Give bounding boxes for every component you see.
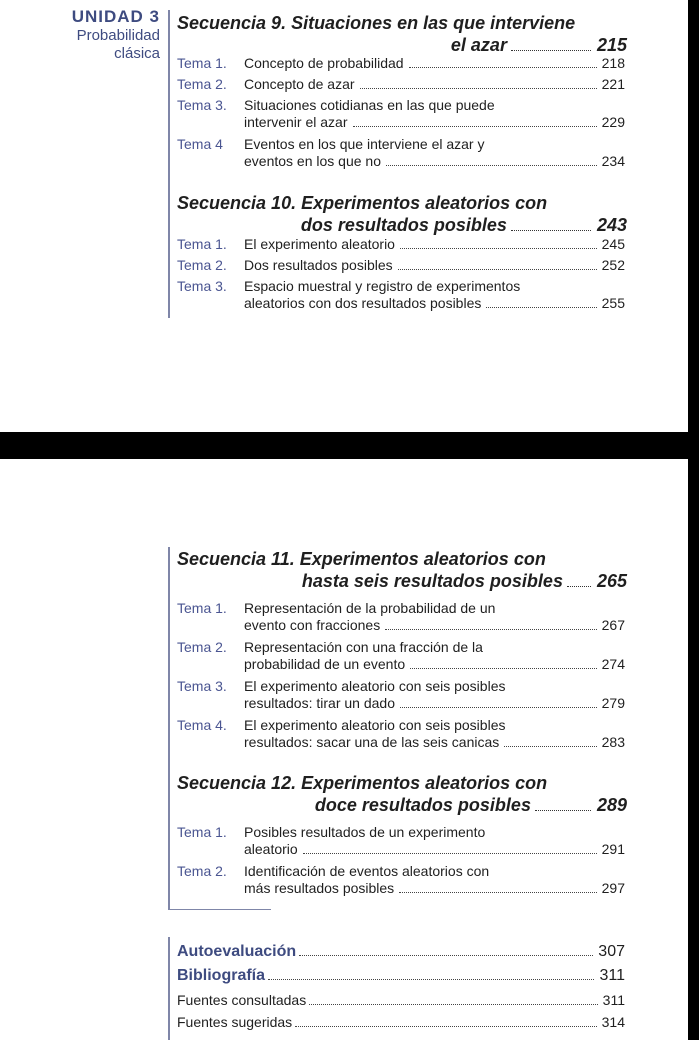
unit-header [0,7,160,63]
unit-subtitle-line1: Probabilidad [76,27,160,44]
tema-page: 267 [601,617,625,633]
leader-dots [398,269,597,270]
fuentes-consultadas-label: Fuentes consultadas [177,992,307,1008]
tema-page: 218 [601,55,625,71]
toc-page-top [0,0,688,432]
tema-title: Concepto de probabilidad [244,55,404,71]
sequence-11-page: 265 [596,571,627,591]
tema-entry[interactable] [177,824,625,858]
tema-number: Tema 1. [177,600,227,616]
tema-number: Tema 1. [177,824,227,840]
leader-dots [567,586,591,587]
tema-entry[interactable] [177,639,625,673]
sequence-9-title-cont: el azar [450,35,507,55]
bibliografia-label: Bibliografía [177,967,266,984]
leader-dots [409,67,597,68]
vertical-rule [168,937,170,1040]
tema-title: Representación de la probabilidad de un [244,600,496,616]
tema-title-cont: intervenir el azar [244,114,348,130]
sequence-10-title-cont: dos resultados posibles [300,215,507,235]
fuentes-consultadas-entry[interactable] [177,990,625,1010]
tema-entry[interactable] [177,257,625,274]
tema-title: El experimento aleatorio [244,236,395,252]
leader-dots [399,892,596,893]
tema-title-cont: aleatorios con dos resultados posibles [244,295,482,311]
tema-number: Tema 3. [177,678,227,694]
horizontal-rule [168,909,271,910]
tema-title-cont: más resultados posibles [244,880,395,896]
tema-entry[interactable] [177,236,625,253]
tema-number: Tema 4 [177,136,223,152]
leader-dots [309,1004,597,1005]
tema-page: 283 [601,734,625,750]
tema-entry[interactable] [177,76,625,93]
leader-dots [386,165,597,166]
fuentes-consultadas-page: 311 [602,992,625,1008]
fuentes-sugeridas-entry[interactable] [177,1012,625,1032]
vertical-rule [168,10,170,318]
tema-title: Posibles resultados de un experimento [244,824,486,840]
tema-title-cont: aleatorio [244,841,298,857]
bibliografia-entry[interactable] [177,966,625,986]
toc-page-bottom [0,459,688,1040]
tema-page: 221 [601,76,625,92]
leader-dots [299,955,593,956]
tema-page: 279 [601,695,625,711]
tema-number: Tema 2. [177,76,227,92]
tema-number: Tema 2. [177,863,227,879]
leader-dots [535,810,591,811]
autoevaluacion-entry[interactable] [177,942,625,962]
leader-dots [353,126,597,127]
leader-dots [486,307,596,308]
tema-entry[interactable] [177,55,625,72]
tema-number: Tema 3. [177,278,227,294]
leader-dots [360,88,597,89]
tema-number: Tema 3. [177,97,227,113]
sequence-12-title: Secuencia 12. Experimentos aleatorios con [177,773,548,793]
tema-title-cont: resultados: tirar un dado [244,695,395,711]
leader-dots [268,979,594,980]
tema-title: Espacio muestral y registro de experimentos [244,278,521,294]
tema-page: 297 [601,880,625,896]
tema-title-cont: resultados: sacar una de las seis canicas [244,734,500,750]
tema-title: El experimento aleatorio con seis posibles [244,678,506,694]
tema-number: Tema 1. [177,55,227,71]
tema-page: 255 [601,295,625,311]
leader-dots [400,248,597,249]
autoevaluacion-label: Autoevaluación [177,943,297,960]
tema-page: 252 [601,257,625,273]
leader-dots [295,1026,596,1027]
sequence-11-title: Secuencia 11. Experimentos aleatorios con [177,549,546,569]
tema-number: Tema 4. [177,717,227,733]
tema-title: Dos resultados posibles [244,257,393,273]
leader-dots [385,629,596,630]
sequence-9-page: 215 [596,35,627,55]
tema-title-cont: evento con fracciones [244,617,381,633]
tema-title-cont: eventos en los que no [244,153,381,169]
sequence-12-title-cont: doce resultados posibles [314,795,531,815]
leader-dots [410,668,597,669]
tema-entry[interactable] [177,678,625,712]
tema-title: Concepto de azar [244,76,355,92]
tema-title: Eventos en los que interviene el azar y [244,136,485,152]
leader-dots [511,50,591,51]
tema-entry[interactable] [177,863,625,897]
tema-entry[interactable] [177,136,625,170]
vertical-rule [168,547,170,909]
leader-dots [504,746,596,747]
tema-entry[interactable] [177,600,625,634]
tema-page: 291 [601,841,625,857]
tema-entry[interactable] [177,97,625,131]
unit-title: UNIDAD 3 [71,7,160,26]
tema-page: 234 [601,153,625,169]
sequence-10-title: Secuencia 10. Experimentos aleatorios con [177,193,548,213]
tema-page: 245 [601,236,625,252]
sequence-12-page: 289 [596,795,627,815]
tema-number: Tema 2. [177,639,227,655]
leader-dots [303,853,597,854]
sequence-10-page: 243 [596,215,627,235]
tema-page: 229 [601,114,625,130]
tema-title: Representación con una fracción de la [244,639,483,655]
fuentes-sugeridas-page: 314 [601,1014,625,1030]
tema-page: 274 [601,656,625,672]
tema-title-cont: probabilidad de un evento [244,656,406,672]
leader-dots [400,707,597,708]
tema-entry[interactable] [177,278,625,312]
fuentes-sugeridas-label: Fuentes sugeridas [177,1014,293,1030]
tema-entry[interactable] [177,717,625,751]
unit-subtitle-line2: clásica [114,45,160,62]
tema-title: Situaciones cotidianas en las que puede [244,97,495,113]
sequence-9-title: Secuencia 9. Situaciones en las que interviene [177,13,576,33]
leader-dots [511,230,591,231]
sequence-11-title-cont: hasta seis resultados posibles [301,571,563,591]
tema-number: Tema 2. [177,257,227,273]
autoevaluacion-page: 307 [598,943,625,960]
tema-title: Identificación de eventos aleatorios con [244,863,490,879]
bibliografia-page: 311 [599,967,625,984]
tema-title: El experimento aleatorio con seis posibles [244,717,506,733]
tema-number: Tema 1. [177,236,227,252]
